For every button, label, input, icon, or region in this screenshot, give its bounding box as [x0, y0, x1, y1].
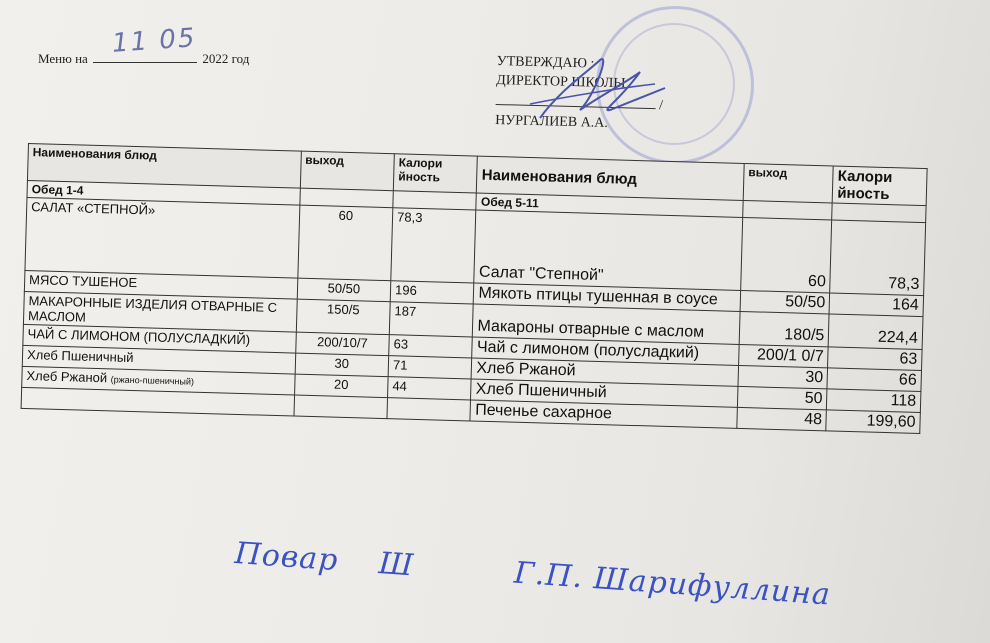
- approve-line1: УТВЕРЖДАЮ :: [496, 53, 595, 72]
- right-dish: Макароны отварные с маслом: [473, 304, 740, 344]
- header-calories-right: Калори йность: [833, 166, 928, 206]
- header-output-left: выход: [300, 151, 395, 191]
- right-calories: 224,4: [829, 314, 923, 350]
- left-calories: 78,3: [391, 208, 476, 283]
- approve-line2: ДИРЕКТОР ШКОЛЫ: [496, 72, 626, 92]
- right-output: 180/5: [739, 311, 829, 346]
- right-dish: Салат "Степной": [474, 210, 742, 290]
- left-calories: 44: [388, 377, 472, 400]
- right-dish: Печенье сахарное: [470, 400, 737, 428]
- right-dish: Чай с лимоном (полусладкий): [472, 337, 739, 365]
- right-calories: 78,3: [830, 220, 926, 296]
- left-calories: 187: [389, 302, 473, 337]
- right-calories: 199,60: [826, 410, 920, 434]
- left-output: 50/50: [297, 278, 391, 302]
- right-output: 30: [738, 365, 828, 388]
- left-calories: 63: [389, 335, 473, 358]
- right-output: 60: [741, 217, 832, 292]
- right-dish: Мякоть птицы тушенная в соусе: [474, 283, 741, 311]
- left-dish-note: (ржано-пшеничный): [110, 374, 195, 387]
- left-dish: САЛАТ «СТЕПНОЙ»: [25, 197, 299, 278]
- cook-name: Г.П. Шарифуллина: [512, 555, 832, 613]
- handwritten-date: 11 05: [111, 23, 198, 59]
- right-output: 50/50: [740, 290, 830, 313]
- header-dish-right: Наименования блюд: [477, 156, 744, 200]
- left-output: 20: [294, 374, 388, 398]
- director-name: НУРГАЛИЕВ А.А.: [495, 112, 609, 131]
- left-dish: ЧАЙ С ЛИМОНОМ (ПОЛУСЛАДКИЙ): [23, 324, 296, 353]
- approve-slash: /: [658, 98, 664, 114]
- right-dish: Хлеб Пшеничный: [471, 379, 738, 407]
- left-calories: 196: [390, 281, 474, 304]
- right-output: 50: [737, 386, 827, 409]
- left-dish: Хлеб Пшеничный: [22, 345, 295, 374]
- left-dish: МЯСО ТУШЕНОЕ: [24, 270, 297, 299]
- left-output: 60: [297, 205, 393, 281]
- header-calories-left: Калори йность: [393, 154, 477, 193]
- left-calories: 71: [388, 356, 472, 379]
- right-dish: Хлеб Ржаной: [472, 358, 739, 386]
- cook-label: Повар: [233, 536, 340, 579]
- menu-table: [21, 143, 928, 434]
- menu-suffix: 2022 год: [202, 51, 250, 66]
- right-calories: 63: [828, 347, 922, 371]
- right-calories: 118: [827, 389, 921, 413]
- right-output: 48: [737, 407, 827, 430]
- menu-prefix: Меню на: [38, 51, 88, 66]
- left-output: 150/5: [296, 299, 390, 335]
- right-section-title: Обед 5-11: [476, 193, 743, 217]
- cook-signature: Ш: [377, 546, 416, 584]
- empty-cell: [387, 398, 471, 421]
- header-dish-left: Наименования блюд: [27, 144, 300, 189]
- empty-cell: [294, 395, 388, 419]
- right-calories: 164: [829, 293, 923, 317]
- left-dish: МАКАРОННЫЕ ИЗДЕЛИЯ ОТВАРНЫЕ С МАСЛОМ: [23, 291, 296, 332]
- left-section-title: Обед 1-4: [27, 180, 300, 205]
- left-output: 200/10/7: [295, 332, 389, 356]
- right-output: 200/1 0/7: [738, 344, 828, 367]
- header-output-right: выход: [743, 164, 833, 203]
- left-dish-name: Хлеб Ржаной: [26, 368, 108, 386]
- right-calories: 66: [827, 368, 921, 392]
- left-output: 30: [295, 353, 389, 377]
